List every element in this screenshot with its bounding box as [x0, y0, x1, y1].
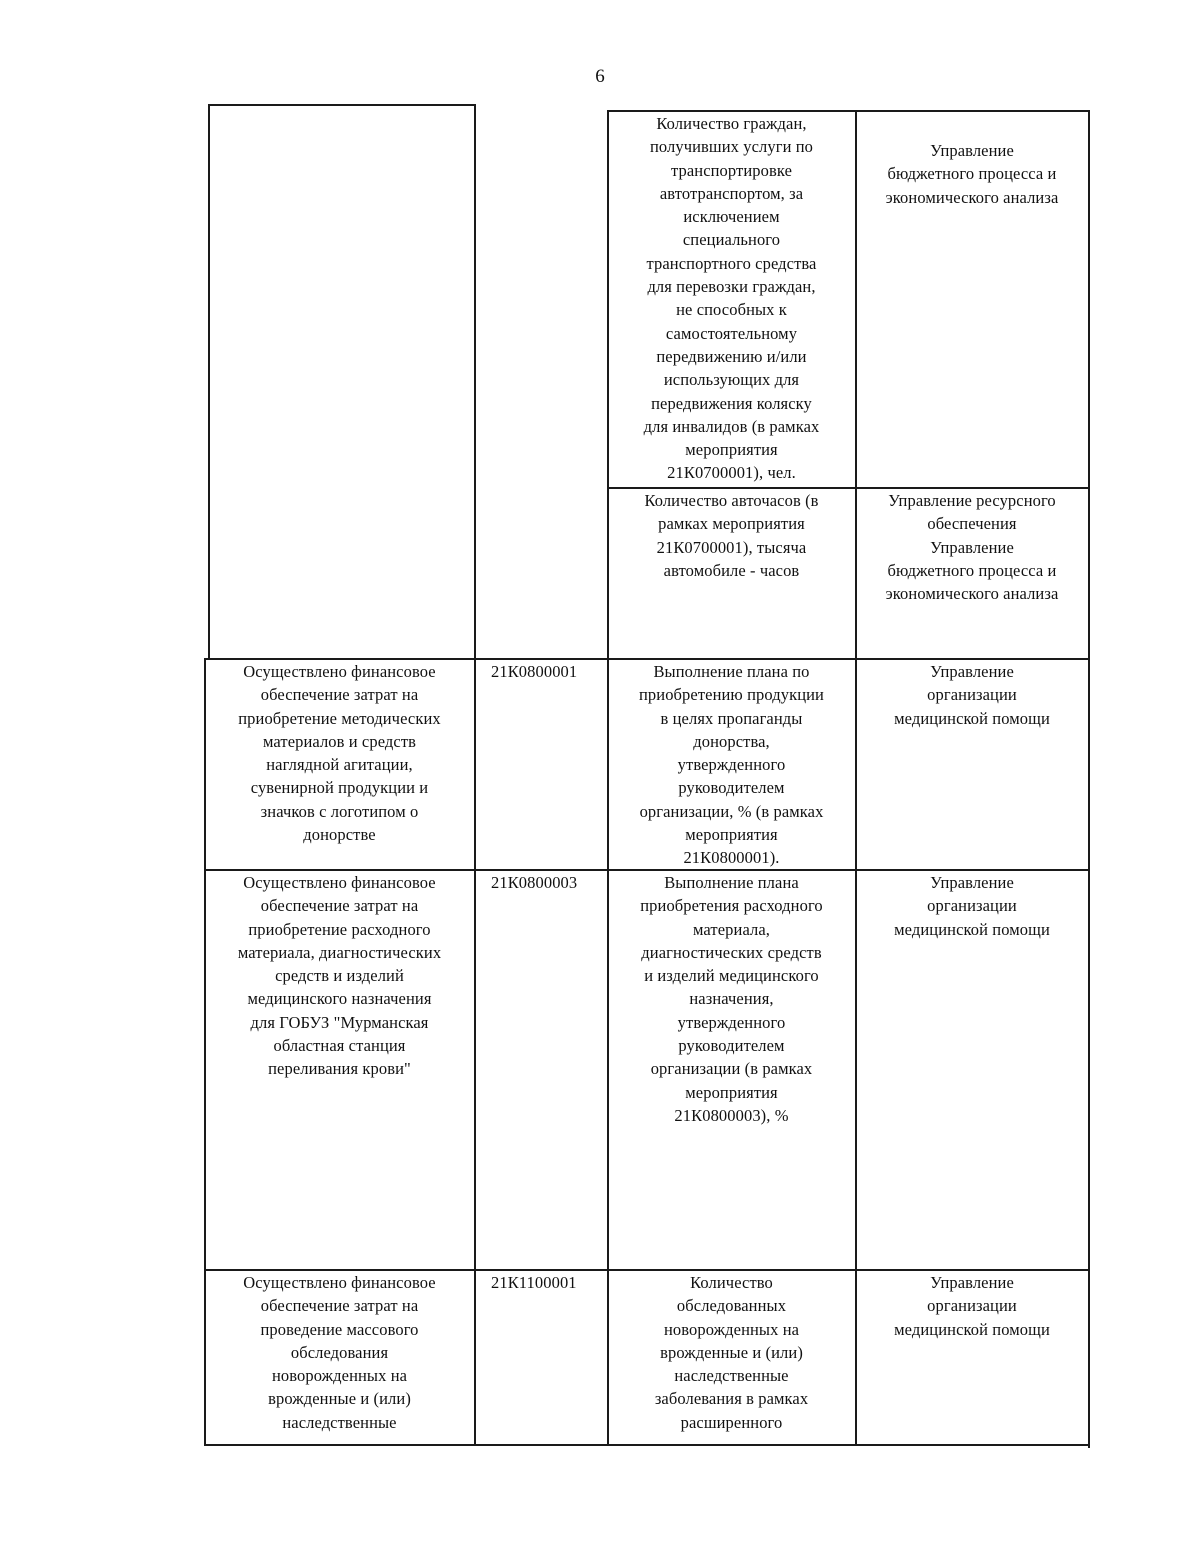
- table-cell-responsible: Управление бюджетного процесса и экономического анализа: [885, 141, 1059, 207]
- table-cell-result: Осуществлено финансовое обеспечение затрат на приобретение методических материалов и средств наглядной агитации, сувенирной продукции и значков с логотипом о донорстве: [238, 662, 441, 845]
- table-cell-indicator: Выполнение плана приобретения расходного материала, диагностических средств и изделий медицинского назначения, утвержденного руководителем организации (в рамках мероприятия 21К0800003), %: [640, 873, 823, 1125]
- table-cell-indicator: Количество обследованных новорожденных на врожденные и (или) наследственные заболевания в рамках расширенного: [654, 1273, 809, 1432]
- table-cell-indicator: Количество авточасов (в рамках мероприятия 21К0700001), тысяча автомобиле - часов: [644, 491, 819, 580]
- table-cell-responsible: Управление ресурсного обеспечения Управление бюджетного процесса и экономического анализа: [885, 491, 1059, 604]
- column-divider: [474, 104, 476, 1446]
- table-cell-responsible: Управление организации медицинской помощи: [894, 1273, 1050, 1339]
- table-cell-result: Осуществлено финансовое обеспечение затрат на приобретение расходного материала, диагностических средств и изделий медицинского назначения для ГОБУЗ "Мурманская областная станция переливания крови": [237, 873, 442, 1079]
- table-cell-responsible: Управление организации медицинской помощи: [894, 873, 1050, 939]
- table-border-left: [208, 104, 210, 660]
- page-number: 6: [595, 66, 605, 87]
- table-border-right: [1088, 110, 1090, 1448]
- table-cell-code: 21К0800003: [491, 873, 578, 892]
- table-border-top: [208, 104, 475, 106]
- table-cell-indicator: Выполнение плана по приобретению продукции в целях пропаганды донорства, утвержденного руководителем организации, % (в рамках мероприятия 21К0800001).: [639, 662, 824, 868]
- table-cell-indicator: Количество граждан, получивших услуги по транспортировке автотранспортом, за исключением специального транспортного средства для перевозки граждан, не способных к самостоятельному передвижению и/или использующих для передвижения коляску для инвалидов (в рамках мероприятия 21К0700001), чел.: [643, 114, 820, 483]
- table-cell-code: 21К1100001: [491, 1273, 577, 1292]
- column-divider: [855, 110, 857, 1446]
- table-cell-code: 21К0800001: [491, 662, 578, 681]
- table-cell-result: Осуществлено финансовое обеспечение затрат на проведение массового обследования новорожденных на врожденные и (или) наследственные: [243, 1273, 436, 1432]
- table-border-bottom: [204, 1444, 1089, 1446]
- table-cell-responsible: Управление организации медицинской помощи: [894, 662, 1050, 728]
